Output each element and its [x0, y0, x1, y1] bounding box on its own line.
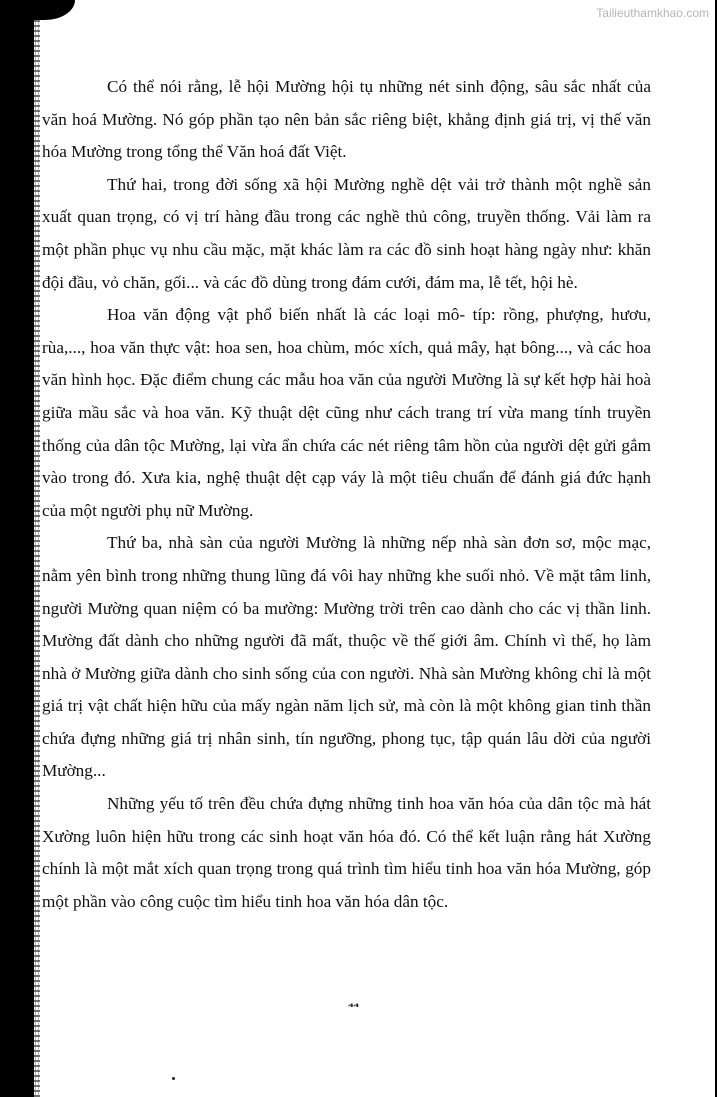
scan-corner-top-left	[0, 0, 75, 20]
scan-border-right	[715, 0, 717, 1097]
paragraph-2: Thứ hai, trong đời sống xã hội Mường nghề dệt vải trở thành một nghề sản xuất quan trọng, có vị trí hàng đầu trong các nghề thủ công, truyền thống. Vải làm ra một phần phục vụ nhu cầu mặc, mặt khác làm ra các đồ sinh hoạt hàng ngày như: khăn đội đầu, vỏ chăn, gối... và các đồ dùng trong đám cưới, đám ma, lễ tết, hội hè.	[42, 174, 651, 292]
paragraph-1: Có thể nói rằng, lễ hội Mường hội tụ những nét sinh động, sâu sắc nhất của văn hoá Mường. Nó góp phần tạo nên bản sắc riêng biệt, khẳng định giá trị, vị thế văn hóa Mường trong tổng thể Văn hoá đất Việt.	[42, 77, 651, 162]
page-number: 44	[348, 1003, 359, 1009]
document-body	[42, 71, 651, 918]
paragraph-5: Những yếu tố trên đều chứa đựng những tinh hoa văn hóa của dân tộc mà hát Xường luôn hiện hữu trong các sinh hoạt văn hóa đó. Có thể kết luận rằng hát Xường chính là một mắt xích quan trọng trong quá trình tìm hiểu tinh hoa văn hóa Mường, góp một phần vào công cuộc tìm hiểu tinh hoa văn hóa dân tộc.	[42, 794, 651, 911]
paragraph-3: Hoa văn động vật phổ biến nhất là các loại mô- típ: rồng, phượng, hươu, rùa,..., hoa văn thực vật: hoa sen, hoa chùm, móc xích, quả mây, hạt bông..., và các hoa văn hình học. Đặc điểm chung các mẫu hoa văn của người Mường là sự kết hợp hài hoà giữa mầu sắc và hoa văn. Kỹ thuật dệt cũng như cách trang trí vừa mang tính truyền thống của dân tộc Mường, lại vừa ẩn chứa các nét riêng tâm hồn của người dệt gửi gắm vào trong đó. Xưa kia, nghệ thuật dệt cạp váy là một tiêu chuẩn để đánh giá đức hạnh của một người phụ nữ Mường.	[42, 305, 651, 520]
scan-speck	[172, 1077, 175, 1080]
watermark: Tailieuthamkhao.com	[596, 6, 709, 20]
paragraph-4: Thứ ba, nhà sàn của người Mường là những nếp nhà sàn đơn sơ, mộc mạc, nằm yên bình trong những thung lũng đá vôi hay những khe suối nhỏ. Về mặt tâm linh, người Mường quan niệm có ba mường: Mường trời trên cao dành cho các vị thần linh. Mường đất dành cho những người đã mất, thuộc về thế giới âm. Chính vì thế, họ làm nhà ở Mường giữa dành cho sinh sống của con người. Nhà sàn Mường không chỉ là một giá trị vật chất hiện hữu của mấy ngàn năm lịch sử, mà còn là một không gian tinh thần chứa đựng những giá trị nhân sinh, tín ngưỡng, phong tục, tập quán lâu dời của người Mường...	[42, 533, 651, 781]
scan-border-noise	[26, 0, 40, 1097]
